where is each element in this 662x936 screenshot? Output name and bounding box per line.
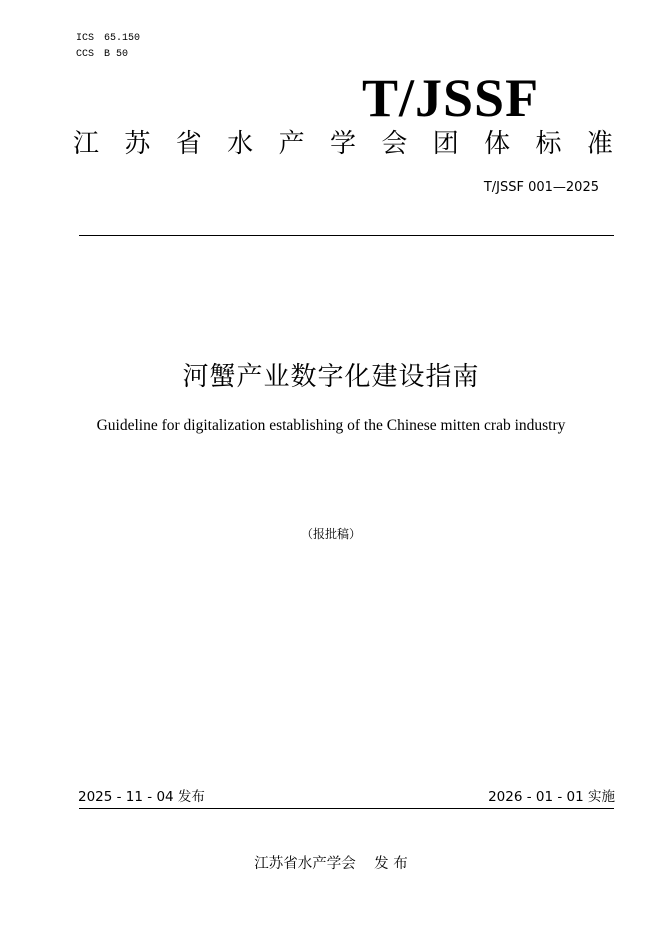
organization-standard-title xyxy=(73,127,613,161)
document-title-chinese: 河蟹产业数字化建设指南 xyxy=(182,362,480,392)
standard-number: T/JSSF 001—2025 xyxy=(483,180,599,195)
org-title-char: 团 xyxy=(432,129,459,159)
publisher-line: 江苏省水产学会 发 布 xyxy=(254,856,408,872)
org-title-char: 产 xyxy=(278,129,305,159)
top-divider xyxy=(79,235,614,236)
org-title-char: 水 xyxy=(227,129,254,159)
draft-status: （报批稿） xyxy=(300,527,361,541)
ccs-label: CCS xyxy=(76,49,95,60)
ics-code xyxy=(76,31,140,47)
classification-codes xyxy=(76,31,140,63)
org-title-char: 会 xyxy=(381,129,408,159)
ccs-value: B 50 xyxy=(104,49,129,60)
issue-date: 2025 - 11 - 04 发布 xyxy=(78,789,205,805)
document-title-english: Guideline for digitalization establishing of the Chinese mitten crab industry xyxy=(96,417,566,434)
org-title-char: 学 xyxy=(329,129,356,159)
org-title-char: 准 xyxy=(586,129,613,159)
org-title-char: 体 xyxy=(484,129,511,159)
org-title-char: 江 xyxy=(73,129,100,159)
org-title-char: 省 xyxy=(175,129,202,159)
org-title-char: 苏 xyxy=(124,129,151,159)
org-title-char: 标 xyxy=(535,129,562,159)
brand-logo: T/JSSF xyxy=(362,68,540,128)
effective-date: 2026 - 01 - 01 实施 xyxy=(488,789,615,805)
ics-value: 65.150 xyxy=(104,33,141,44)
ics-label: ICS xyxy=(76,33,95,44)
ccs-code xyxy=(76,47,140,63)
bottom-divider xyxy=(79,808,614,809)
